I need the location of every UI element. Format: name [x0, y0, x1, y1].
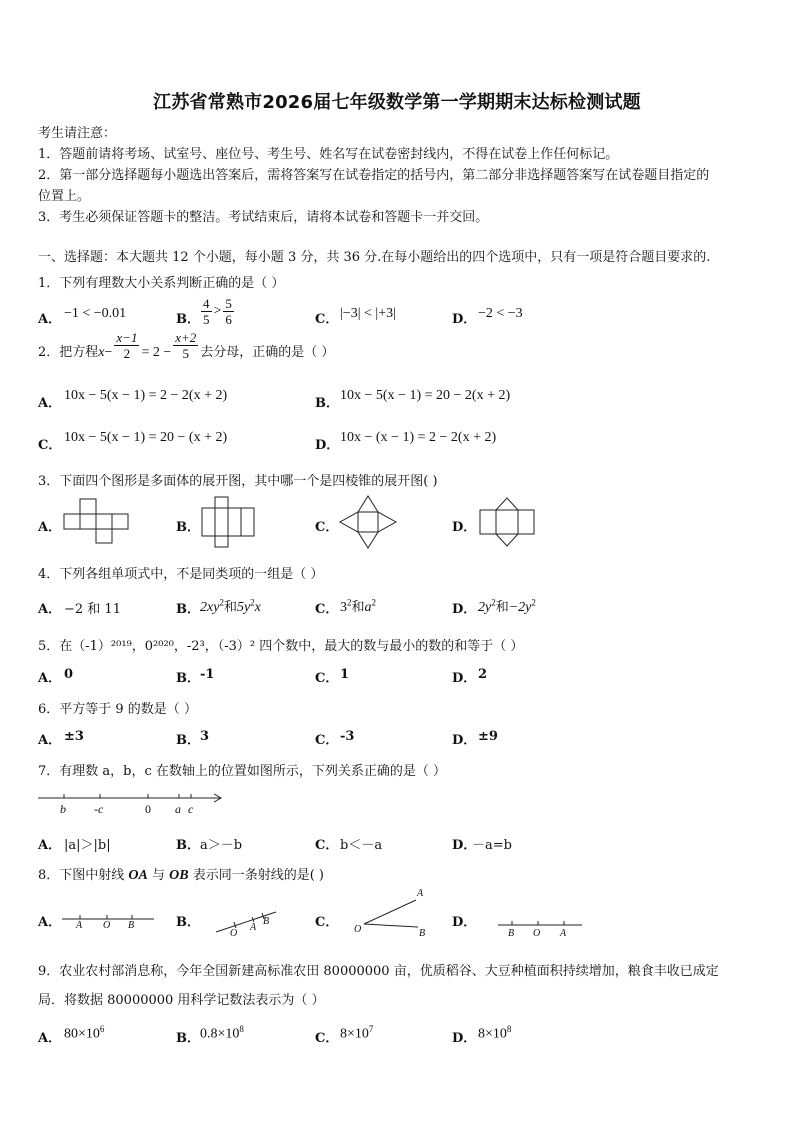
q8-c-pt-1: A — [417, 888, 424, 899]
q9-d-base: 8×10 — [478, 1026, 507, 1042]
q2-option-d: 10x − (x − 1) = 2 − 2(x + 2) — [340, 430, 497, 445]
notice-item-1: 1．答题前请将考场、试室号、座位号、考生号、姓名写在试卷密封线内，不得在试卷上作任何标记。 — [38, 147, 619, 162]
q8-figure-b — [214, 908, 280, 936]
q1-option-d-label: D． — [452, 312, 477, 327]
q2-stem-post: 去分母，正确的是（ ） — [200, 345, 335, 360]
q3-option-c-label: C． — [315, 520, 339, 535]
question-2-stem — [38, 330, 335, 361]
q4-b-e1: 2 — [219, 597, 224, 608]
q7-axis-neg-c: -c — [94, 802, 104, 816]
q6-option-d-label: D． — [452, 733, 477, 748]
q2-option-a: 10x − 5(x − 1) = 2 − 2(x + 2) — [64, 388, 228, 403]
question-1-stem: 1．下列有理数大小关系判断正确的是（ ） — [38, 276, 285, 291]
q2-f2-num: x+2 — [175, 330, 197, 345]
q7-option-a: |a|＞|b| — [64, 838, 111, 853]
notice-item-3: 3．考生必须保证答题卡的整洁。考试结束后，请将本试卷和答题卡一并交回。 — [38, 210, 489, 225]
q9-c-exp: 7 — [368, 1024, 374, 1034]
q3-option-a-label: A． — [38, 520, 62, 535]
q1-option-a-label: A． — [38, 312, 62, 327]
q4-option-c — [340, 596, 376, 616]
q8-c-pt-2: O — [354, 924, 362, 935]
q2-option-c: 10x − 5(x − 1) = 20 − (x + 2) — [64, 430, 228, 445]
q1-option-b — [199, 296, 236, 327]
q2-f1-num: x−1 — [116, 330, 138, 345]
q8-oa: OA — [128, 868, 148, 883]
q2-option-b: 10x − 5(x − 1) = 20 − 2(x + 2) — [340, 388, 511, 403]
q9-option-d-label: D． — [452, 1031, 477, 1046]
q4-option-a: −2 和 11 — [64, 602, 121, 617]
q4-b-e2: 2 — [250, 597, 255, 608]
question-9-stem: 9．农业农村部消息称，今年全国新建高标准农田 80000000 亩，优质稻谷、大豆种植面积持续增加，粮食丰收已成定 — [38, 964, 719, 979]
q2-stem-pre: 2．把方程 — [38, 345, 99, 360]
q5-option-c: 1 — [340, 667, 350, 682]
question-7-stem: 7．有理数 a，b，c 在数轴上的位置如图所示，下列关系正确的是（ ） — [38, 764, 447, 779]
q8-d-pt-3: A — [560, 928, 567, 939]
q9-a-base: 80×10 — [64, 1026, 100, 1042]
q9-b-base: 0.8×10 — [200, 1026, 240, 1042]
q5-option-b: -1 — [200, 667, 215, 682]
q8-ob: OB — [169, 868, 189, 883]
question-4-stem: 4．下列各组单项式中，不是同类项的一组是（ ） — [38, 567, 324, 582]
q8-c-pt-3: B — [419, 928, 426, 939]
question-6-stem: 6．平方等于 9 的数是（ ） — [38, 702, 197, 717]
q4-option-c-label: C． — [315, 602, 339, 617]
q7-option-c-label: C． — [315, 838, 339, 853]
q8-stem-post: 表示同一条射线的是( ) — [188, 868, 324, 883]
q4-d-mid: 和 — [495, 599, 509, 614]
q9-option-a — [64, 1024, 104, 1043]
q8-b-pt-2: A — [250, 922, 257, 933]
q2-option-d-label: D． — [315, 438, 340, 453]
q7-axis-b: b — [60, 802, 66, 816]
q4-d-e1: 2 — [491, 597, 496, 608]
q4-c-t1: 3 — [340, 600, 347, 615]
q1-b-num2: 5 — [225, 296, 232, 311]
q4-option-d-label: D． — [452, 602, 477, 617]
q9-option-d — [478, 1024, 511, 1043]
q7-option-b: a＞－b — [200, 838, 243, 853]
q3-net-b — [198, 496, 258, 548]
q8-d-pt-2: O — [533, 928, 541, 939]
q8-stem-mid: 与 — [147, 868, 170, 883]
q5-option-d-label: D． — [452, 671, 477, 686]
notice-item-2-cont: 位置上。 — [38, 189, 91, 204]
q2-f2-den: 5 — [182, 346, 190, 361]
q8-d-pt-1: B — [508, 928, 515, 939]
q6-option-a: ±3 — [64, 729, 84, 744]
q4-option-d — [478, 596, 536, 616]
q7-option-a-label: A． — [38, 838, 62, 853]
q2-x: x — [98, 345, 105, 360]
q1-option-c: |−3| < |+3| — [340, 306, 396, 321]
q3-net-c — [338, 494, 398, 550]
q4-c-mid: 和 — [351, 599, 365, 614]
q2-minus: − — [104, 345, 113, 360]
q4-option-b — [200, 596, 261, 616]
q7-option-d: －a=b — [472, 838, 512, 853]
q3-net-d — [476, 496, 538, 548]
q7-option-d-label: D． — [452, 838, 477, 853]
q1-b-op: > — [213, 303, 222, 319]
q4-b-mid: 和 — [223, 599, 237, 614]
q9-option-a-label: A． — [38, 1031, 62, 1046]
q2-eq: = 2 − — [141, 345, 172, 360]
q5-option-d: 2 — [478, 667, 488, 682]
q4-c-e1: 2 — [347, 597, 352, 608]
q2-option-c-label: C． — [38, 438, 62, 453]
q8-a-pt-3: B — [128, 920, 135, 931]
q8-a-pt-1: A — [76, 920, 83, 931]
q8-a-pt-2: O — [103, 920, 111, 931]
q8-stem-pre: 8．下图中射线 — [38, 868, 129, 883]
q4-option-b-label: B． — [176, 602, 200, 617]
q7-option-c: b＜－a — [340, 838, 383, 853]
q3-option-d-label: D． — [452, 520, 477, 535]
notice-heading: 考生请注意： — [38, 126, 117, 141]
q4-c-t2: a — [364, 600, 372, 615]
q8-b-pt-3: B — [263, 916, 270, 927]
q4-d-t1: 2y — [478, 600, 492, 615]
q9-d-exp: 8 — [506, 1024, 512, 1034]
question-9-stem-cont: 局．将数据 80000000 用科学记数法表示为（ ） — [38, 993, 325, 1008]
q2-f1-den: 2 — [123, 346, 131, 361]
q7-axis-c: c — [188, 802, 194, 816]
q1-b-den1: 5 — [203, 312, 210, 327]
q4-b-t1: 2xy — [200, 600, 220, 615]
question-3-stem: 3．下面四个图形是多面体的展开图，其中哪一个是四棱锥的展开图( ) — [38, 474, 438, 489]
q1-option-a: −1 < −0.01 — [64, 306, 127, 321]
q8-b-pt-1: O — [230, 928, 238, 939]
q6-option-d: ±9 — [478, 729, 498, 744]
q7-axis-a: a — [175, 802, 181, 816]
q9-b-exp: 8 — [239, 1024, 244, 1034]
q5-option-b-label: B． — [176, 671, 200, 686]
question-5-stem: 5．在（-1）²⁰¹⁹，0²⁰²⁰，-2³，（-3）² 四个数中，最大的数与最小的数的和等于（ ） — [38, 639, 524, 654]
q9-option-b-label: B． — [176, 1031, 200, 1046]
q5-option-a: 0 — [64, 667, 74, 682]
q8-option-d-label: D． — [452, 915, 477, 930]
q4-b-t3: x — [254, 600, 261, 615]
q8-option-b-label: B． — [176, 915, 200, 930]
q1-option-b-label: B． — [176, 312, 200, 327]
q1-b-den2: 6 — [225, 312, 232, 327]
q6-option-b-label: B． — [176, 733, 200, 748]
q1-option-d: −2 < −3 — [478, 306, 523, 321]
q5-option-c-label: C． — [315, 671, 339, 686]
q2-option-a-label: A． — [38, 396, 62, 411]
q3-option-b-label: B． — [176, 520, 200, 535]
q4-d-t2: −2y — [508, 600, 532, 615]
q8-option-a-label: A． — [38, 915, 62, 930]
q6-option-c: -3 — [340, 729, 355, 744]
question-8-stem — [38, 864, 324, 884]
q9-option-c-label: C． — [315, 1031, 339, 1046]
q4-d-e2: 2 — [531, 597, 536, 608]
q4-c-e2: 2 — [371, 597, 377, 608]
q5-option-a-label: A． — [38, 671, 62, 686]
q6-option-b: 3 — [200, 729, 210, 744]
q7-option-b-label: B． — [176, 838, 200, 853]
q9-option-b — [200, 1024, 244, 1043]
q9-c-base: 8×10 — [340, 1026, 369, 1042]
q8-option-c-label: C． — [315, 915, 339, 930]
q7-axis-zero: 0 — [145, 802, 151, 816]
q9-option-c — [340, 1024, 373, 1043]
q2-option-b-label: B． — [315, 396, 339, 411]
q3-net-a — [62, 498, 134, 544]
q1-b-num1: 4 — [203, 296, 210, 311]
notice-item-2: 2．第一部分选择题每小题选出答案后，需将答案写在试卷指定的括号内，第二部分非选择题答案写在试卷题目指定的 — [38, 168, 710, 183]
q9-a-exp: 6 — [99, 1024, 105, 1034]
q4-b-t2: 5y — [236, 600, 251, 615]
section-header: 一、选择题：本大题共 12 个小题，每小题 3 分，共 36 分.在每小题给出的四个选项中，只有一项是符合题目要求的. — [38, 250, 711, 265]
q4-option-a-label: A． — [38, 602, 62, 617]
q6-option-a-label: A． — [38, 733, 62, 748]
page-title: 江苏省常熟市2026届七年级数学第一学期期末达标检测试题 — [153, 92, 641, 113]
q6-option-c-label: C． — [315, 733, 339, 748]
q1-option-c-label: C． — [315, 312, 339, 327]
